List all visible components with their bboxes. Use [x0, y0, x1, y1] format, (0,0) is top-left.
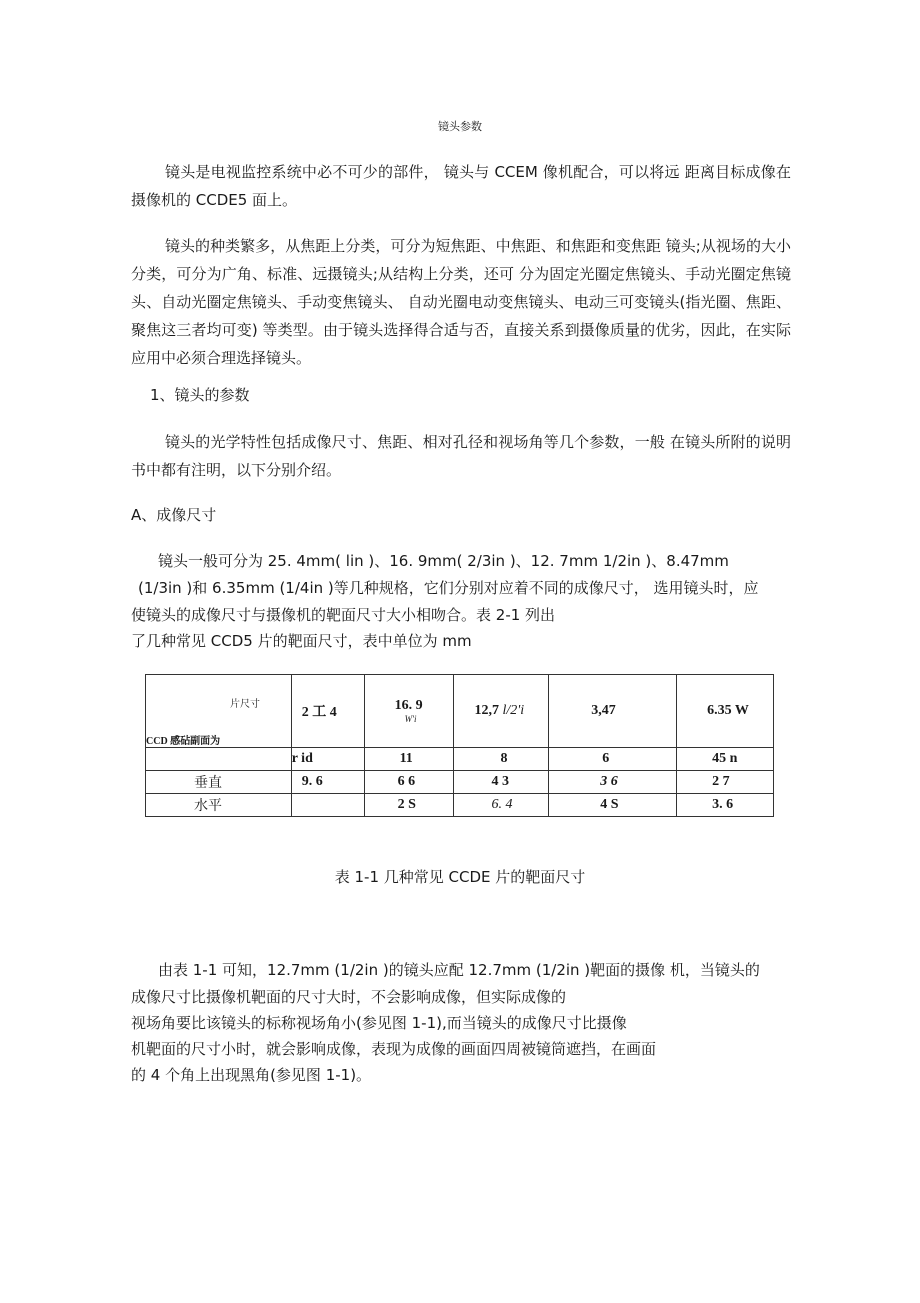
header-label-size: 片尺寸 [230, 699, 260, 710]
table-cell: 12,7 l/2'i [454, 675, 549, 748]
paragraph-lens-sizes-line1: 镜头一般可分为 25. 4mm( lin )、16. 9mm( 2/3in )、12. 7mm 1/2in )、8.47mm [158, 552, 729, 570]
paragraph-lens-sizes-line3: 使镜头的成像尺寸与摄像机的靶面尺寸大小相吻合。表 2-1 列出 [131, 606, 556, 624]
table-caption: 表 1-1 几种常见 CCDE 片的靶面尺寸 [334, 868, 586, 886]
paragraph-conclusion-line2: 成像尺寸比摄像机靶面的尺寸大时，不会影响成像，但实际成像的 [131, 988, 567, 1006]
paragraph-intro: 镜头是电视监控系统中必不可少的部件， 镜头与 CCEM 像机配合，可以将远 距离目标成像在摄像机的 CCDE5 面上。 [131, 163, 791, 209]
row-label-vertical: 垂直 [146, 771, 292, 794]
table-cell: 45 n [677, 748, 774, 771]
table-cell [146, 748, 292, 771]
table-cell: 2 工 4 [291, 675, 364, 748]
table-header-cell [146, 675, 292, 748]
table-cell: r id [291, 748, 364, 771]
table-row [146, 794, 774, 817]
table-cell: 3,47 [549, 675, 677, 748]
table-cell: 2 S [364, 794, 454, 817]
table-cell: 8 [454, 748, 549, 771]
table-cell: 4 3 [454, 771, 549, 794]
paragraph-optical-properties: 镜头的光学特性包括成像尺寸、焦距、相对孔径和视场角等几个参数，一般 在镜头所附的说明书中都有注明，以下分别介绍。 [131, 433, 791, 479]
table-cell: 11 [364, 748, 454, 771]
table-cell: 6 6 [364, 771, 454, 794]
paragraph-lens-sizes-line4: 了几种常见 CCD5 片的靶面尺寸，表中单位为 mm [131, 632, 472, 650]
table-row [146, 748, 774, 771]
table-cell [291, 794, 364, 817]
section-heading-image-size: A、成像尺寸 [131, 506, 217, 524]
ccd-target-size-table [145, 674, 774, 817]
table-row [146, 675, 774, 748]
table-row [146, 771, 774, 794]
table-cell: 16. 9 W'i [364, 675, 454, 748]
paragraph-conclusion-line1: 由表 1-1 可知，12.7mm (1/2in )的镜头应配 12.7mm (1/2in )靶面的摄像 机，当镜头的 [158, 961, 760, 979]
table-cell: 2 7 [677, 771, 774, 794]
table-cell: 6 [549, 748, 677, 771]
paragraph-conclusion-line4: 机靶面的尺寸小时，就会影响成像，表现为成像的画面四周被镜筒遮挡，在画面 [131, 1040, 657, 1058]
table-cell: 4 S [549, 794, 677, 817]
table-cell: 3 6 [549, 771, 677, 794]
table-cell: 6.35 W [677, 675, 774, 748]
paragraph-conclusion-line5: 的 4 个角上出现黑角(参见图 1-1)。 [131, 1066, 372, 1084]
table-cell: 6. 4 [454, 794, 549, 817]
header-label-ccd: CCD 感砧副面为 [146, 736, 221, 747]
row-label-horizontal: 水平 [146, 794, 292, 817]
paragraph-lens-sizes-line2: (1/3in )和 6.35mm (1/4in )等几种规格，它们分别对应着不同的成像尺寸， 选用镜头时，应 [138, 579, 759, 597]
document-title: 镜头参数 [438, 120, 482, 133]
section-heading-lens-params: 1、镜头的参数 [150, 386, 250, 404]
table-cell: 3. 6 [677, 794, 774, 817]
table-cell: 9. 6 [291, 771, 364, 794]
paragraph-conclusion-line3: 视场角要比该镜头的标称视场角小(参见图 1-1),而当镜头的成像尺寸比摄像 [131, 1014, 627, 1032]
paragraph-lens-types: 镜头的种类繁多，从焦距上分类，可分为短焦距、中焦距、和焦距和变焦距 镜头;从视场的大小分类，可分为广角、标准、远摄镜头;从结构上分类，还可 分为固定光圈定焦镜头、手动光圈定焦镜头、自动光圈定焦镜头、手动变焦镜头、 自动光圈电动变焦镜头、电动三可变镜头(指光圈、焦距、聚焦这三者均可变) 等类型。由于镜头选择得合适与否，直接关系到摄像质量的优劣，因此，在实际 应用中必须合理选择镜头。 [131, 237, 791, 367]
